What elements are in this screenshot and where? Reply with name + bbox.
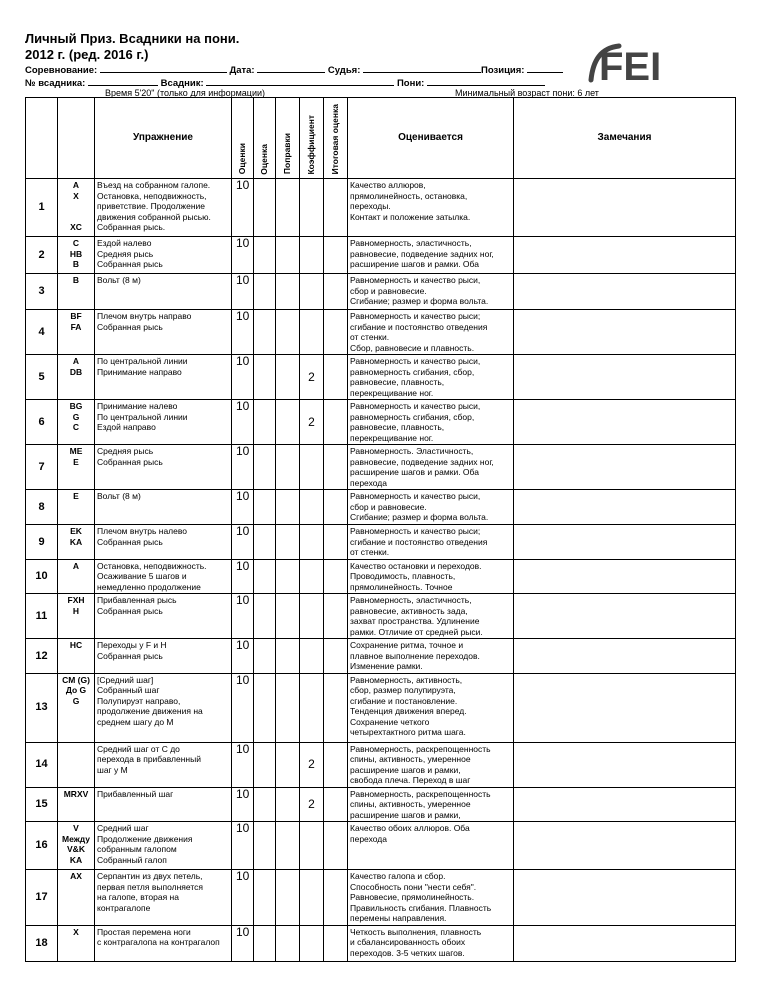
row-number: 4 xyxy=(26,310,58,355)
row-criteria: Равномерность, активность, сбор, размер полупируэта, сгибание и постановление. Тенденция движения вперед. Сохранение четкого четырехтактного ритма шага. xyxy=(348,673,514,742)
row-movement: Ездой налево Средняя рысь Собранная рысь xyxy=(95,237,232,274)
marks-header: Оценки xyxy=(237,143,248,175)
pony-field[interactable] xyxy=(427,76,545,86)
row-coefficient xyxy=(300,490,324,525)
row-corrections-cell[interactable] xyxy=(276,787,300,822)
row-movement: Плечом внутрь направо Собранная рысь xyxy=(95,310,232,355)
row-number: 17 xyxy=(26,870,58,926)
row-number: 16 xyxy=(26,822,58,870)
row-mark-cell[interactable] xyxy=(254,787,276,822)
row-coefficient: 2 xyxy=(300,787,324,822)
row-criteria: Равномерность и качество рыси, сбор и равновесие. Сгибание; размер и форма вольта. xyxy=(348,490,514,525)
row-remarks-cell[interactable] xyxy=(514,787,736,822)
row-letters: A DB xyxy=(58,355,95,400)
row-max-mark: 10 xyxy=(232,787,254,822)
table-row xyxy=(26,559,736,594)
row-mark-cell[interactable] xyxy=(254,594,276,639)
row-coefficient xyxy=(300,673,324,742)
row-max-mark: 10 xyxy=(232,490,254,525)
row-remarks-cell[interactable] xyxy=(514,490,736,525)
row-corrections-cell[interactable] xyxy=(276,925,300,961)
table-row xyxy=(26,870,736,926)
mark-header: Оценка xyxy=(259,143,270,175)
row-letters: CM (G) До G G xyxy=(58,673,95,742)
row-number: 18 xyxy=(26,925,58,961)
row-criteria: Качество аллюров, прямолинейность, остановка, переходы. Контакт и положение затылка. xyxy=(348,179,514,237)
table-row xyxy=(26,237,736,274)
row-mark-cell[interactable] xyxy=(254,179,276,237)
row-final-mark-cell[interactable] xyxy=(324,400,348,445)
min-age-note: Минимальный возраст пони: 6 лет xyxy=(455,88,599,98)
row-number: 10 xyxy=(26,559,58,594)
row-letters: BF FA xyxy=(58,310,95,355)
row-max-mark: 10 xyxy=(232,822,254,870)
row-coefficient xyxy=(300,179,324,237)
row-movement: Принимание налево По центральной линии Ездой направо xyxy=(95,400,232,445)
row-remarks-cell[interactable] xyxy=(514,870,736,926)
row-mark-cell[interactable] xyxy=(254,742,276,787)
row-corrections-cell[interactable] xyxy=(276,673,300,742)
row-movement: Въезд на собранном галопе. Остановка, неподвижность, приветствие. Продолжение движения собранной рысью. Собранная рысь. xyxy=(95,179,232,237)
row-coefficient xyxy=(300,525,324,560)
table-row xyxy=(26,445,736,490)
exercise-header: Упражнение xyxy=(95,98,232,179)
row-corrections-cell[interactable] xyxy=(276,870,300,926)
row-mark-cell[interactable] xyxy=(254,310,276,355)
row-corrections-cell[interactable] xyxy=(276,594,300,639)
row-remarks-cell[interactable] xyxy=(514,445,736,490)
row-remarks-cell[interactable] xyxy=(514,559,736,594)
row-final-mark-cell[interactable] xyxy=(324,525,348,560)
table-row xyxy=(26,310,736,355)
row-letters: C HB B xyxy=(58,237,95,274)
competition-label: Соревнование: xyxy=(25,65,98,76)
row-criteria: Равномерность, эластичность, равновесие, активность зада, захват пространства. Удлинение рамки. Отличие от средней рыси. xyxy=(348,594,514,639)
row-final-mark-cell[interactable] xyxy=(324,742,348,787)
row-final-mark-cell[interactable] xyxy=(324,490,348,525)
row-movement: Вольт (8 м) xyxy=(95,490,232,525)
row-movement: Остановка, неподвижность. Осаживание 5 шагов и немедленно продолжение xyxy=(95,559,232,594)
table-row xyxy=(26,742,736,787)
row-final-mark-cell[interactable] xyxy=(324,925,348,961)
row-criteria: Равномерность, раскрепощенность спины, активность, умеренное расширение шагов и рамки, xyxy=(348,787,514,822)
rider-field[interactable] xyxy=(206,76,394,86)
row-remarks-cell[interactable] xyxy=(514,400,736,445)
row-letters: A xyxy=(58,559,95,594)
row-final-mark-cell[interactable] xyxy=(324,274,348,310)
row-criteria: Равномерность и качество рыси; сгибание и постоянство отведения от стенки. Сбор, равновесие и плавность. xyxy=(348,310,514,355)
assessed-header: Оценивается xyxy=(348,98,514,179)
row-letters: V Между V&K KA xyxy=(58,822,95,870)
row-coefficient: 2 xyxy=(300,400,324,445)
row-number: 11 xyxy=(26,594,58,639)
row-corrections-cell[interactable] xyxy=(276,639,300,674)
date-label: Дата: xyxy=(229,65,255,76)
row-coefficient xyxy=(300,870,324,926)
row-max-mark: 10 xyxy=(232,639,254,674)
row-remarks-cell[interactable] xyxy=(514,355,736,400)
row-criteria: Качество галопа и сбор. Способность пони "нести себя". Равновесие, прямолинейность. Правильность сгибания. Плавность перемены направления. xyxy=(348,870,514,926)
competition-field[interactable] xyxy=(100,63,227,73)
row-letters: MRXV xyxy=(58,787,95,822)
row-coefficient xyxy=(300,445,324,490)
row-mark-cell[interactable] xyxy=(254,355,276,400)
row-corrections-cell[interactable] xyxy=(276,310,300,355)
row-mark-cell[interactable] xyxy=(254,274,276,310)
row-number: 15 xyxy=(26,787,58,822)
corrections-header: Поправки xyxy=(282,133,293,175)
row-letters: EK KA xyxy=(58,525,95,560)
row-corrections-cell[interactable] xyxy=(276,742,300,787)
row-letters: BG G C xyxy=(58,400,95,445)
row-final-mark-cell[interactable] xyxy=(324,870,348,926)
scoring-table xyxy=(25,97,736,962)
row-mark-cell[interactable] xyxy=(254,673,276,742)
position-label: Позиция: xyxy=(481,65,525,76)
row-criteria: Качество остановки и переходов. Проводимость, плавность, прямолинейность. Точное xyxy=(348,559,514,594)
row-corrections-cell[interactable] xyxy=(276,400,300,445)
row-criteria: Равномерность, раскрепощенность спины, активность, умеренное расширение шагов и рамки, свобода плеча. Переход в шаг xyxy=(348,742,514,787)
row-remarks-cell[interactable] xyxy=(514,179,736,237)
row-remarks-cell[interactable] xyxy=(514,310,736,355)
row-criteria: Равномерность. Эластичность, равновесие, подведение задних ног, расширение шагов и рамки. Оба перехода xyxy=(348,445,514,490)
row-final-mark-cell[interactable] xyxy=(324,179,348,237)
row-corrections-cell[interactable] xyxy=(276,274,300,310)
row-final-mark-cell[interactable] xyxy=(324,355,348,400)
table-row xyxy=(26,525,736,560)
table-row xyxy=(26,787,736,822)
row-letters: X xyxy=(58,925,95,961)
row-criteria: Четкость выполнения, плавность и сбалансированность обоих переходов. 3-5 четких шагов. xyxy=(348,925,514,961)
judge-field[interactable] xyxy=(363,63,481,73)
row-movement: Переходы у F и H Собранная рысь xyxy=(95,639,232,674)
row-criteria: Равномерность и качество рыси; сгибание и постоянство отведения от стенки. xyxy=(348,525,514,560)
row-movement: [Средний шаг] Собранный шаг Полупируэт направо, продолжение движения на среднем шагу до M xyxy=(95,673,232,742)
row-letters: A X XC xyxy=(58,179,95,237)
row-remarks-cell[interactable] xyxy=(514,525,736,560)
row-number: 7 xyxy=(26,445,58,490)
row-criteria: Равномерность и качество рыси, сбор и равновесие. Сгибание; размер и форма вольта. xyxy=(348,274,514,310)
row-coefficient xyxy=(300,310,324,355)
date-field[interactable] xyxy=(257,63,325,73)
row-movement: По центральной линии Принимание направо xyxy=(95,355,232,400)
row-remarks-cell[interactable] xyxy=(514,673,736,742)
fei-logo xyxy=(585,40,685,86)
row-final-mark-cell[interactable] xyxy=(324,639,348,674)
row-coefficient xyxy=(300,822,324,870)
table-row xyxy=(26,594,736,639)
table-row xyxy=(26,179,736,237)
row-max-mark: 10 xyxy=(232,742,254,787)
rider-no-label: № всадника: xyxy=(25,78,86,89)
row-letters xyxy=(58,742,95,787)
row-remarks-cell[interactable] xyxy=(514,237,736,274)
row-mark-cell[interactable] xyxy=(254,525,276,560)
table-header-row xyxy=(26,98,736,179)
row-final-mark-cell[interactable] xyxy=(324,822,348,870)
row-mark-cell[interactable] xyxy=(254,237,276,274)
row-number: 8 xyxy=(26,490,58,525)
row-criteria: Равномерность, эластичность, равновесие, подведение задних ног, расширение шагов и рамки. Оба xyxy=(348,237,514,274)
row-number: 1 xyxy=(26,179,58,237)
position-field[interactable] xyxy=(527,63,563,73)
row-max-mark: 10 xyxy=(232,925,254,961)
row-corrections-cell[interactable] xyxy=(276,822,300,870)
row-remarks-cell[interactable] xyxy=(514,639,736,674)
row-letters: B xyxy=(58,274,95,310)
row-remarks-cell[interactable] xyxy=(514,742,736,787)
row-final-mark-cell[interactable] xyxy=(324,310,348,355)
row-movement: Серпантин из двух петель, первая петля выполняется на галопе, вторая на контрагалопе xyxy=(95,870,232,926)
title-line-1: Личный Приз. Всадники на пони. xyxy=(25,31,240,46)
row-criteria: Равномерность и качество рыси, равномерность сгибания, сбор, равновесие, плавность, перекрещивание ног. xyxy=(348,355,514,400)
judge-label: Судья: xyxy=(327,65,361,76)
table-row xyxy=(26,355,736,400)
row-final-mark-cell[interactable] xyxy=(324,237,348,274)
row-corrections-cell[interactable] xyxy=(276,559,300,594)
row-max-mark: 10 xyxy=(232,237,254,274)
row-letters: E xyxy=(58,490,95,525)
row-remarks-cell[interactable] xyxy=(514,822,736,870)
table-row xyxy=(26,400,736,445)
row-coefficient xyxy=(300,559,324,594)
row-corrections-cell[interactable] xyxy=(276,237,300,274)
row-criteria: Сохранение ритма, точное и плавное выполнение переходов. Изменение рамки. xyxy=(348,639,514,674)
pony-label: Пони: xyxy=(396,78,425,89)
row-letters: AX xyxy=(58,870,95,926)
row-number: 3 xyxy=(26,274,58,310)
row-mark-cell[interactable] xyxy=(254,445,276,490)
row-max-mark: 10 xyxy=(232,400,254,445)
row-letters: ME E xyxy=(58,445,95,490)
form-line-1 xyxy=(25,63,563,76)
row-movement: Средний шаг от C до перехода в прибавленный шаг у M xyxy=(95,742,232,787)
row-mark-cell[interactable] xyxy=(254,490,276,525)
table-row xyxy=(26,822,736,870)
row-letters: HC xyxy=(58,639,95,674)
row-coefficient xyxy=(300,639,324,674)
row-coefficient: 2 xyxy=(300,742,324,787)
remarks-header: Замечания xyxy=(514,98,736,179)
row-mark-cell[interactable] xyxy=(254,870,276,926)
row-final-mark-cell[interactable] xyxy=(324,445,348,490)
row-max-mark: 10 xyxy=(232,310,254,355)
row-coefficient xyxy=(300,594,324,639)
time-note: Время 5'20" (только для информации) xyxy=(105,88,266,98)
final-mark-header: Итоговая оценка xyxy=(330,104,341,175)
table-row xyxy=(26,639,736,674)
row-max-mark: 10 xyxy=(232,355,254,400)
row-final-mark-cell[interactable] xyxy=(324,559,348,594)
row-movement: Вольт (8 м) xyxy=(95,274,232,310)
coefficient-header: Коэффициент xyxy=(306,114,317,175)
row-max-mark: 10 xyxy=(232,559,254,594)
row-final-mark-cell[interactable] xyxy=(324,594,348,639)
row-final-mark-cell[interactable] xyxy=(324,787,348,822)
row-remarks-cell[interactable] xyxy=(514,274,736,310)
rider-no-field[interactable] xyxy=(88,76,158,86)
row-max-mark: 10 xyxy=(232,594,254,639)
row-coefficient xyxy=(300,237,324,274)
row-corrections-cell[interactable] xyxy=(276,490,300,525)
row-coefficient xyxy=(300,274,324,310)
row-max-mark: 10 xyxy=(232,445,254,490)
row-movement: Средняя рысь Собранная рысь xyxy=(95,445,232,490)
row-max-mark: 10 xyxy=(232,179,254,237)
table-row xyxy=(26,274,736,310)
row-number: 6 xyxy=(26,400,58,445)
row-max-mark: 10 xyxy=(232,673,254,742)
row-remarks-cell[interactable] xyxy=(514,925,736,961)
title-line-2: 2012 г. (ред. 2016 г.) xyxy=(25,47,149,62)
row-number: 12 xyxy=(26,639,58,674)
table-row xyxy=(26,673,736,742)
row-mark-cell[interactable] xyxy=(254,639,276,674)
row-max-mark: 10 xyxy=(232,870,254,926)
row-movement: Простая перемена ноги с контрагалопа на контрагалоп xyxy=(95,925,232,961)
row-corrections-cell[interactable] xyxy=(276,179,300,237)
row-number: 2 xyxy=(26,237,58,274)
table-row xyxy=(26,490,736,525)
row-corrections-cell[interactable] xyxy=(276,355,300,400)
row-movement: Прибавленный шаг xyxy=(95,787,232,822)
row-mark-cell[interactable] xyxy=(254,400,276,445)
row-number: 5 xyxy=(26,355,58,400)
row-criteria: Качество обоих аллюров. Оба перехода xyxy=(348,822,514,870)
row-number: 9 xyxy=(26,525,58,560)
row-max-mark: 10 xyxy=(232,274,254,310)
row-number: 14 xyxy=(26,742,58,787)
rider-label: Всадник: xyxy=(160,78,204,89)
row-movement: Плечом внутрь налево Собранная рысь xyxy=(95,525,232,560)
row-coefficient: 2 xyxy=(300,355,324,400)
row-mark-cell[interactable] xyxy=(254,822,276,870)
row-corrections-cell[interactable] xyxy=(276,525,300,560)
row-mark-cell[interactable] xyxy=(254,559,276,594)
row-number: 13 xyxy=(26,673,58,742)
row-movement: Средний шаг Продолжение движения собранным галопом Собранный галоп xyxy=(95,822,232,870)
row-remarks-cell[interactable] xyxy=(514,594,736,639)
row-letters: FXH H xyxy=(58,594,95,639)
row-coefficient xyxy=(300,925,324,961)
logo-text: FEI xyxy=(599,45,662,86)
table-row xyxy=(26,925,736,961)
row-mark-cell[interactable] xyxy=(254,925,276,961)
row-max-mark: 10 xyxy=(232,525,254,560)
row-movement: Прибавленная рысь Собранная рысь xyxy=(95,594,232,639)
row-corrections-cell[interactable] xyxy=(276,445,300,490)
row-criteria: Равномерность и качество рыси, равномерность сгибания, сбор, равновесие, плавность, перекрещивание ног. xyxy=(348,400,514,445)
row-final-mark-cell[interactable] xyxy=(324,673,348,742)
